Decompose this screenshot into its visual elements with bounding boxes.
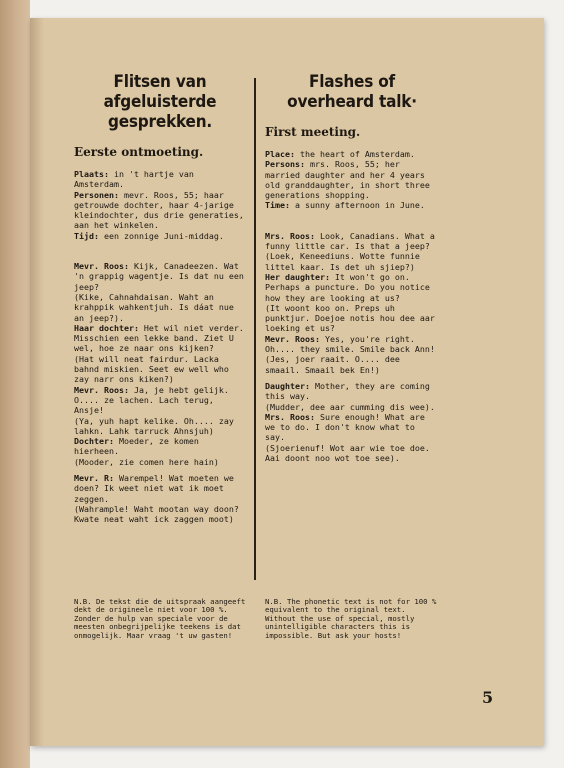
dialogue-line xyxy=(265,402,439,412)
column-divider xyxy=(254,78,256,580)
english-column xyxy=(265,72,439,463)
dialogue-line xyxy=(74,436,246,457)
line-text: (Ya, yuh hapt kelike. Oh.... zay lahkn. Lahk tarruck Ahnsjuh) xyxy=(74,415,234,436)
dialogue-line xyxy=(265,251,439,272)
dialogue-line xyxy=(74,457,246,467)
speaker-label: Time: xyxy=(265,200,290,211)
line-text: Yes, you're right. Oh.... they smile. Smile back Ann! xyxy=(265,333,435,355)
english-subtitle: First meeting. xyxy=(265,125,361,139)
speaker-label: Dochter: xyxy=(74,436,114,447)
dialogue-line xyxy=(74,323,246,354)
dialogue-line xyxy=(265,443,439,464)
speaker-label: Tijd: xyxy=(74,230,99,241)
speaker-label: Mevr. Roos: xyxy=(74,384,129,395)
setting-line xyxy=(265,159,439,200)
page-gutter-shadow xyxy=(30,18,44,746)
line-text: (Mudder, dee aar cumming dis wee). xyxy=(265,401,435,412)
dialogue-line xyxy=(74,292,246,323)
line-text: (It woont koo on. Preps uh punktjur. Doejoe notis hou dee aar loeking et us? xyxy=(265,302,435,334)
dialogue-line xyxy=(265,231,439,252)
line-text: mevr. Roos, 55; haar getrouwde dochter, haar 4-jarige kleindochter, dus drie generaties, aan het winkelen. xyxy=(74,189,244,231)
english-setting xyxy=(265,149,439,211)
speaker-label: Mrs. Roos: xyxy=(265,230,315,241)
line-text: in 't hartje van Amsterdam. xyxy=(74,169,194,190)
dutch-footnote: N.B. De tekst die de uitspraak aangeeft dekt de origineele niet voor 100 %. Zonder de hulp van speciale voor de meesten onbegrijpelijke teekens is dat onmogelijk. Maar vraag 't uw gasten! xyxy=(74,597,246,640)
dialogue-line xyxy=(265,412,439,443)
line-text: the heart of Amsterdam. xyxy=(294,149,415,159)
dialogue-line xyxy=(265,303,439,334)
english-footnote: N.B. The phonetic text is not for 100 % equivalent to the original text. Without the use of special, mostly unintelligible characters this is impossible. But ask your hosts! xyxy=(265,597,437,640)
dialogue-line xyxy=(265,334,439,355)
speaker-label: Plaats: xyxy=(74,169,109,179)
dialogue-line xyxy=(265,381,439,402)
dialogue-line xyxy=(74,416,246,437)
dutch-dialogue xyxy=(74,241,246,524)
speaker-label: Persons: xyxy=(265,159,305,170)
setting-line xyxy=(74,190,246,231)
setting-line xyxy=(74,231,246,241)
dutch-subtitle: Eerste ontmoeting. xyxy=(74,145,204,159)
line-text: Het wil niet verder. Misschien een lekke band. Ziet U wel, hoe ze naar ons kijken? xyxy=(74,322,244,354)
book-cover-edge xyxy=(0,0,30,768)
speaker-label: Mevr. Roos: xyxy=(265,333,320,344)
line-text: Kijk, Canadeezen. Wat 'n grappig wagentje. Is dat nu een jeep? xyxy=(74,261,244,292)
dutch-setting xyxy=(74,169,246,241)
page-number: 5 xyxy=(482,688,494,707)
line-text: Mother, they are coming this way. xyxy=(265,380,430,402)
speaker-label: Haar dochter: xyxy=(74,322,139,333)
dialogue-line xyxy=(265,354,439,375)
speaker-label: Mrs. Roos: xyxy=(265,411,315,422)
spacer xyxy=(265,211,439,231)
line-text: a sunny afternoon in June. xyxy=(289,200,425,211)
line-text: (Kike, Cahnahdaisan. Waht an krahppik wahkentjuh. Is dáat nue an jeep?). xyxy=(74,291,234,323)
speaker-label: Personen: xyxy=(74,189,119,200)
line-text: mrs. Roos, 55; her married daughter and her 4 years old granddaughter, in short three generations shopping. xyxy=(265,159,430,201)
line-text: It won't go on. Perhaps a puncture. Do you notice how they are looking at us? xyxy=(265,271,430,303)
dialogue-line xyxy=(74,385,246,416)
line-text: Sure enough! What are we to do. I don't know what to say. xyxy=(265,411,425,443)
setting-line xyxy=(265,149,439,159)
line-text: (Jes, joer raait. O.... dee smaail. Smaail bek En!) xyxy=(265,354,400,375)
spacer xyxy=(74,241,246,261)
english-dialogue xyxy=(265,211,439,464)
dialogue-line xyxy=(74,504,246,525)
dutch-column xyxy=(74,72,246,525)
line-text: een zonnige Juni-middag. xyxy=(98,230,224,241)
setting-line xyxy=(265,200,439,210)
speaker-label: Mevr. R: xyxy=(74,473,114,484)
line-text: Moeder, ze komen hierheen. xyxy=(74,436,199,457)
line-text: (Hat will neat fairdur. Lacka bahnd miskien. Seet ew well who zay narr ons kiken?) xyxy=(74,353,229,385)
line-text: (Wahrample! Waht mootan way doon? Kwate neat waht ick zaggen moot) xyxy=(74,503,239,525)
dialogue-line xyxy=(74,261,246,292)
english-title: Flashes of overheard talk· xyxy=(287,72,417,112)
dialogue-line xyxy=(74,354,246,385)
speaker-label: Mevr. Roos: xyxy=(74,261,129,272)
line-text: (Loek, Keneediuns. Wotte funnie littel kaar. Is det uh sjiep?) xyxy=(265,251,420,272)
speaker-label: Daughter: xyxy=(265,380,310,391)
dutch-title: Flitsen van afgeluisterde gesprekken. xyxy=(103,72,217,132)
line-text: Look, Canadians. What a funny little car. Is that a jeep? xyxy=(265,230,435,252)
line-text: Ja, je hebt gelijk. O.... ze lachen. Lach terug, Ansje! xyxy=(74,384,229,416)
dialogue-line xyxy=(265,272,439,303)
speaker-label: Her daughter: xyxy=(265,271,330,282)
line-text: (Mooder, zie comen here hain) xyxy=(74,456,219,467)
line-text: Warempel! Wat moeten we doen? Ik weet niet wat ik moet zeggen. xyxy=(74,473,234,504)
line-text: (Sjoerienuf! Wot aar wie toe doe. Aai doont noo wot toe see). xyxy=(265,442,430,464)
speaker-label: Place: xyxy=(265,149,295,159)
dialogue-line xyxy=(74,473,246,504)
setting-line xyxy=(74,169,246,190)
